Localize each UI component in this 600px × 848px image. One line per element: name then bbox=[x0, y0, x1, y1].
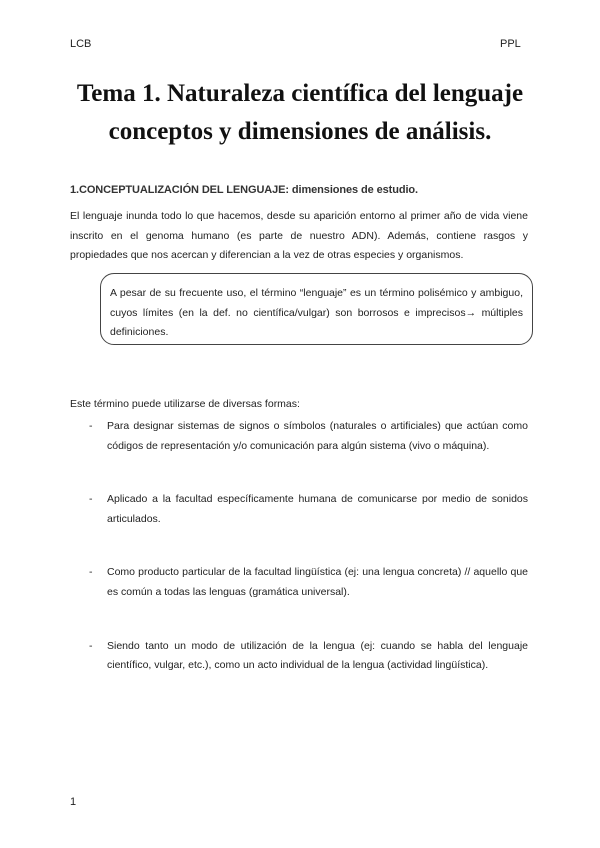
list-bullet: - bbox=[89, 420, 93, 432]
section-heading: 1.CONCEPTUALIZACIÓN DEL LENGUAJE: dimensiones de estudio. bbox=[70, 184, 418, 196]
page-number: 1 bbox=[70, 796, 77, 808]
uses-intro: Este término puede utilizarse de diversas formas: bbox=[70, 398, 300, 410]
header-right-label: PPL bbox=[500, 38, 521, 50]
list-item bbox=[70, 417, 528, 456]
title-line-1: Tema 1. Naturaleza científica del lenguaje bbox=[76, 80, 524, 107]
callout-box bbox=[100, 273, 533, 345]
list-item-text: Aplicado a la facultad específicamente humana de comunicarse por medio de sonidos articulados. bbox=[107, 493, 528, 525]
list-item-text: Como producto particular de la facultad lingüística (ej: una lengua concreta) // aquello que es común a todas las lenguas (gramática universal). bbox=[107, 566, 528, 598]
intro-paragraph: El lenguaje inunda todo lo que hacemos, desde su aparición entorno al primer año de vida viene inscrito en el genoma humano (es parte de nuestro ADN). Además, contiene rasgos y propiedades que nos acercan y diferencian a la vez de otras especies y organismos. bbox=[70, 210, 528, 262]
callout-text: A pesar de su frecuente uso, el término “lenguaje” es un término polisémico y ambiguo, cuyos límites (en la def. no científica/vulgar) son borrosos e imprecisos→ múltiples definiciones. bbox=[110, 287, 523, 339]
list-item bbox=[70, 563, 528, 602]
document-title bbox=[40, 75, 560, 151]
list-bullet: - bbox=[89, 566, 93, 579]
list-item-text: Siendo tanto un modo de utilización de la lengua (ej: cuando se habla del lenguaje científico, vulgar, etc.), como un acto individual de la lengua (actividad lingüística). bbox=[107, 639, 528, 672]
list-item bbox=[70, 490, 528, 529]
title-line-2: conceptos y dimensiones de análisis. bbox=[108, 118, 492, 145]
list-item bbox=[70, 637, 528, 676]
header-left-label: LCB bbox=[70, 38, 92, 50]
list-item-text: Para designar sistemas de signos o símbolos (naturales o artificiales) que actúan como códigos de representación y/o comunicación para algún sistema (vivo o máquina). bbox=[107, 420, 528, 452]
list-bullet: - bbox=[89, 493, 93, 506]
list-bullet: - bbox=[89, 639, 93, 652]
uses-list bbox=[70, 417, 528, 710]
